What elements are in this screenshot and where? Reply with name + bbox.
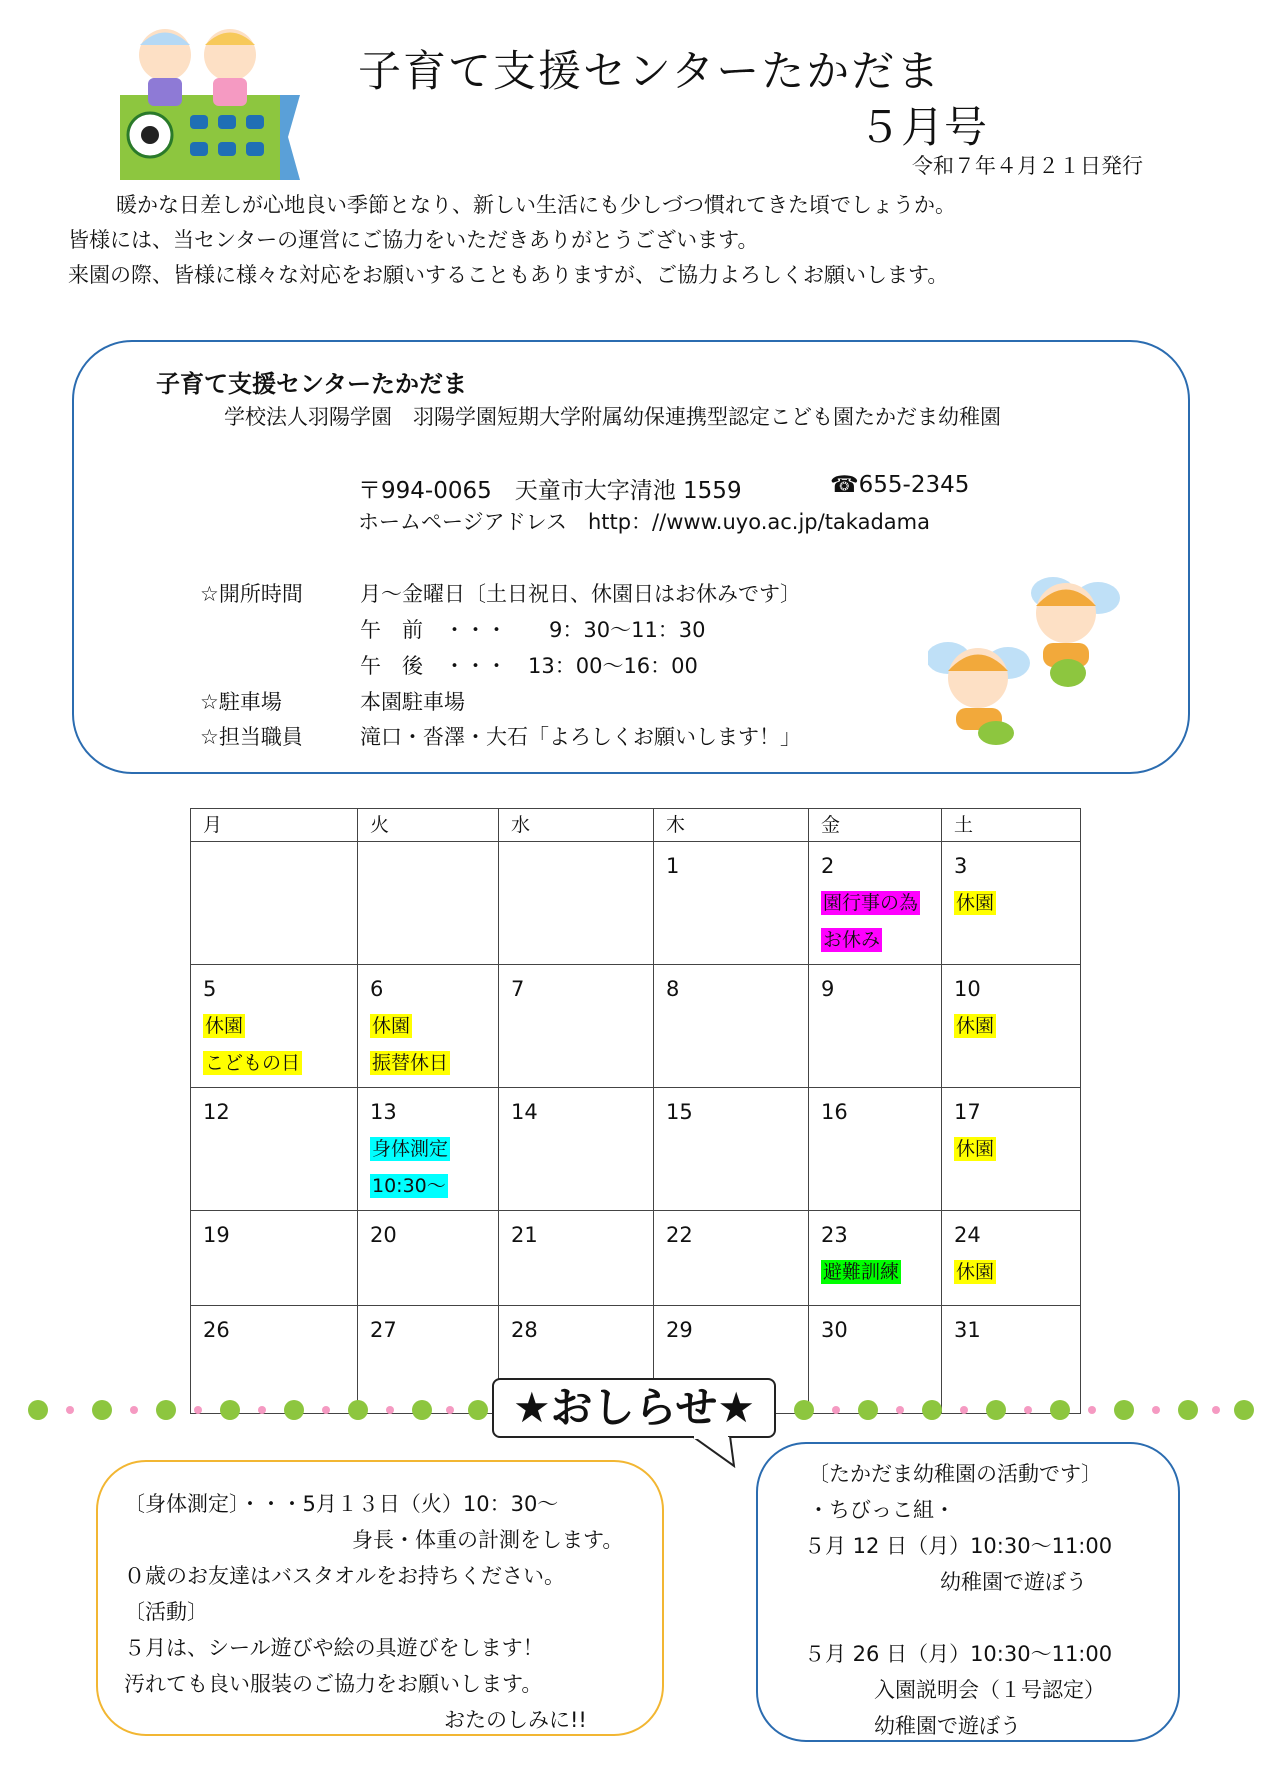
day-number: 19 — [203, 1223, 230, 1247]
intro-text — [68, 188, 956, 293]
calendar-day-cell — [654, 1211, 809, 1306]
hours-label: ☆開所時間 — [200, 582, 303, 606]
weekday-header: 土 — [942, 809, 1081, 842]
calendar-week-row — [191, 1211, 1081, 1306]
day-number: 6 — [370, 977, 384, 1001]
day-number: 13 — [370, 1100, 397, 1124]
activity-line: 幼稚園で遊ぼう — [874, 1714, 1021, 1738]
day-number: 31 — [954, 1318, 981, 1342]
day-number: 30 — [821, 1318, 848, 1342]
center-name: 子育て支援センターたかだま — [156, 370, 468, 398]
notice-label: ★おしらせ★ — [492, 1378, 776, 1438]
calendar-week-row — [191, 842, 1081, 965]
publish-date: 令和７年４月２１日発行 — [912, 154, 1143, 178]
calendar-day-cell — [942, 965, 1081, 1088]
calendar-table — [190, 808, 1081, 1414]
hours-pm: 午 後 ・・・ 13：00～16：00 — [360, 654, 698, 678]
day-number: 9 — [821, 977, 835, 1001]
event-note: 10:30～ — [372, 1175, 446, 1197]
activity-line: 幼稚園で遊ぼう — [940, 1570, 1087, 1594]
homepage-address: ホームページアドレス http：//www.uyo.ac.jp/takadama — [358, 510, 930, 534]
day-number: 22 — [666, 1223, 693, 1247]
day-number: 28 — [511, 1318, 538, 1342]
koinobori-children-illustration — [110, 10, 305, 190]
day-number: 7 — [511, 977, 525, 1001]
calendar-day-cell — [499, 1211, 654, 1306]
day-number: 2 — [821, 854, 835, 878]
notice-line: 〔身体測定〕・・・5月１３日（火）10：30～ — [124, 1492, 559, 1516]
activity-line: 〔たかだま幼稚園の活動です〕 — [808, 1462, 1102, 1486]
calendar-day-cell — [499, 965, 654, 1088]
calendar-day-cell — [191, 842, 358, 965]
activity-line: ５月 26 日（月）10:30～11:00 — [804, 1642, 1113, 1666]
day-number: 26 — [203, 1318, 230, 1342]
calendar-day-cell — [654, 965, 809, 1088]
activity-line: ５月 12 日（月）10:30～11:00 — [804, 1534, 1113, 1558]
issue-label: ５月号 — [858, 103, 987, 153]
activity-line: ・ちびっこ組・ — [808, 1498, 955, 1522]
calendar-day-cell — [809, 1088, 942, 1211]
notice-line: ５月は、シール遊びや絵の具遊びをします！ — [124, 1636, 544, 1660]
calendar-day-cell — [499, 842, 654, 965]
hours-am: 午 前 ・・・ 9：30～11：30 — [360, 618, 706, 642]
closed-note: 休園 — [956, 892, 995, 914]
day-number: 27 — [370, 1318, 397, 1342]
day-number: 14 — [511, 1100, 538, 1124]
notice-line: 汚れても良い服装のご協力をお願いします。 — [124, 1672, 543, 1696]
weekday-header: 火 — [358, 809, 499, 842]
calendar-day-cell — [358, 1211, 499, 1306]
calendar-week-row — [191, 965, 1081, 1088]
closed-note: 休園 — [956, 1261, 995, 1283]
day-number: 3 — [954, 854, 968, 878]
calendar-day-cell — [191, 1088, 358, 1211]
speech-tail — [690, 1436, 740, 1470]
calendar-day-cell — [358, 842, 499, 965]
calendar-week-row — [191, 1088, 1081, 1211]
bees-illustration — [928, 568, 1128, 748]
organization-name: 学校法人羽陽学園 羽陽学園短期大学附属幼保連携型認定こども園たかだま幼稚園 — [224, 405, 1001, 429]
flower-border-right — [790, 1396, 1260, 1424]
calendar-day-cell — [358, 965, 499, 1088]
intro-line: 皆様には、当センターの運営にご協力をいただきありがとうございます。 — [68, 228, 759, 252]
weekday-header: 金 — [809, 809, 942, 842]
day-number: 10 — [954, 977, 981, 1001]
weekday-header: 水 — [499, 809, 654, 842]
day-number: 15 — [666, 1100, 693, 1124]
weekday-header: 木 — [654, 809, 809, 842]
hours-days: 月～金曜日〔土日祝日、休園日はお休みです〕 — [360, 582, 801, 606]
page-title: 子育て支援センターたかだま — [358, 47, 942, 97]
day-number: 17 — [954, 1100, 981, 1124]
day-number: 21 — [511, 1223, 538, 1247]
closed-note: 休園 — [956, 1138, 995, 1160]
staff-label: ☆担当職員 — [200, 725, 303, 749]
calendar-day-cell — [654, 842, 809, 965]
phone-number: ☎655-2345 — [830, 472, 970, 498]
event-note: 園行事の為 — [823, 892, 919, 914]
calendar-day-cell — [358, 1088, 499, 1211]
calendar-header-row — [191, 809, 1081, 842]
day-number: 20 — [370, 1223, 397, 1247]
calendar-day-cell — [942, 1088, 1081, 1211]
flower-border-left — [20, 1396, 490, 1424]
closed-note: 休園 — [205, 1015, 244, 1037]
weekday-header: 月 — [191, 809, 358, 842]
notice-line: 〔活動〕 — [124, 1600, 208, 1624]
calendar-day-cell — [654, 1088, 809, 1211]
parking-label: ☆駐車場 — [200, 690, 282, 714]
calendar-day-cell — [942, 1211, 1081, 1306]
day-number: 23 — [821, 1223, 848, 1247]
event-note: お休み — [823, 929, 881, 951]
closed-note: 休園 — [372, 1015, 411, 1037]
intro-line: 来園の際、皆様に様々な対応をお願いすることもありますが、ご協力よろしくお願いします。 — [68, 263, 949, 287]
calendar-day-cell — [191, 1211, 358, 1306]
holiday-note: 振替休日 — [372, 1052, 449, 1074]
calendar-day-cell — [809, 1211, 942, 1306]
calendar-day-cell — [809, 965, 942, 1088]
day-number: 5 — [203, 977, 217, 1001]
day-number: 16 — [821, 1100, 848, 1124]
day-number: 12 — [203, 1100, 230, 1124]
parking-value: 本園駐車場 — [360, 690, 465, 714]
day-number: 24 — [954, 1223, 981, 1247]
day-number: 8 — [666, 977, 680, 1001]
event-note: 避難訓練 — [823, 1261, 900, 1283]
intro-line: 暖かな日差しが心地良い季節となり、新しい生活にも少しづつ慣れてきた頃でしょうか。 — [116, 193, 956, 217]
closed-note: 休園 — [956, 1015, 995, 1037]
calendar-day-cell — [499, 1088, 654, 1211]
calendar-day-cell — [942, 842, 1081, 965]
staff-value: 滝口・沓澤・大石「よろしくお願いします！」 — [360, 725, 801, 749]
notice-line: ０歳のお友達はバスタオルをお持ちください。 — [124, 1564, 565, 1588]
day-number: 1 — [666, 854, 680, 878]
holiday-note: こどもの日 — [205, 1052, 301, 1074]
notice-line: 身長・体重の計測をします。 — [352, 1528, 624, 1552]
notice-line: おたのしみに!! — [444, 1708, 587, 1732]
calendar-day-cell — [809, 842, 942, 965]
activity-line: 入園説明会（１号認定） — [874, 1678, 1105, 1702]
day-number: 29 — [666, 1318, 693, 1342]
address: 〒994-0065 天童市大字清池 1559 — [358, 478, 742, 504]
calendar-day-cell — [191, 965, 358, 1088]
event-note: 身体測定 — [372, 1138, 449, 1160]
